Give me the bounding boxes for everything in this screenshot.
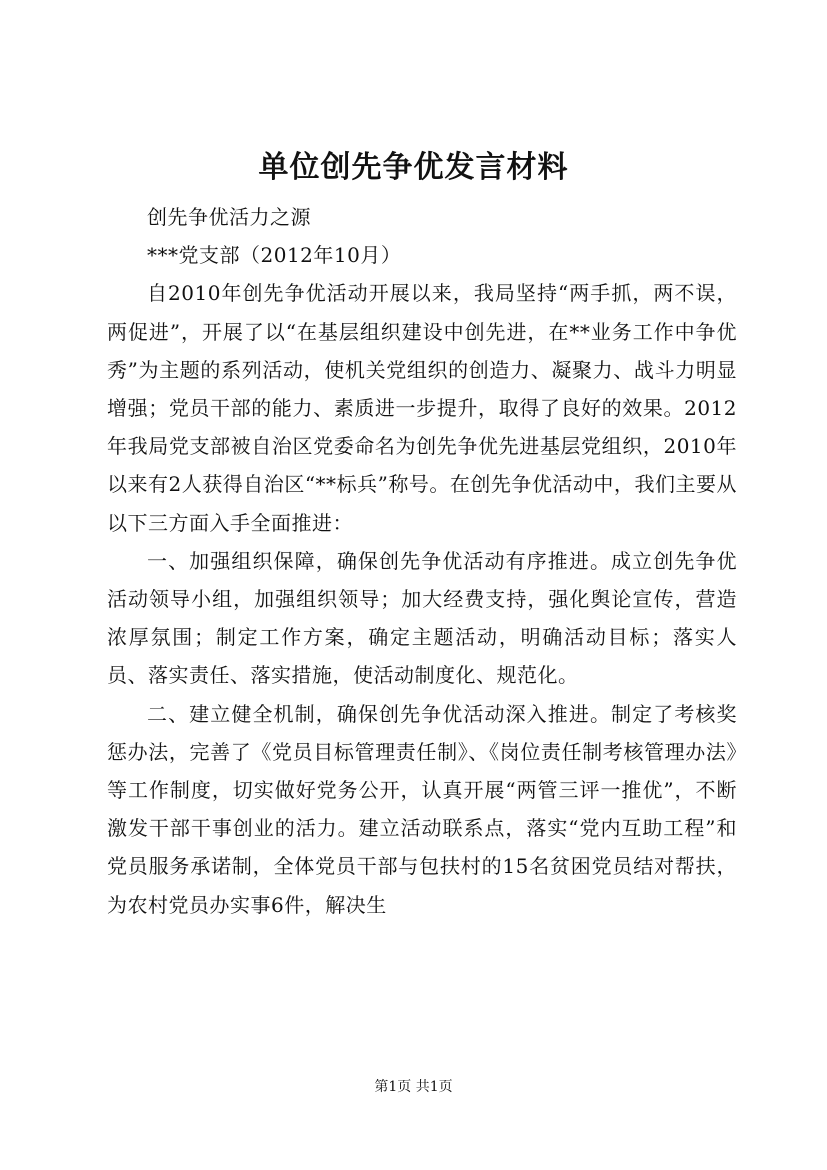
paragraph-section-one: 一、加强组织保障，确保创先争优活动有序推进。成立创先争优活动领导小组，加强组织领导；加大经费支持，强化舆论宣传，营造浓厚氛围；制定工作方案，确定主题活动，明确活动目标；落实人员、落实责任、落实措施，使活动制度化、规范化。 bbox=[107, 548, 737, 688]
paragraph-section-two: 二、建立健全机制，确保创先争优活动深入推进。制定了考核奖惩办法，完善了《党员目标管理责任制》、《岗位责任制考核管理办法》等工作制度，切实做好党务公开，认真开展“两管三评一推优”，不断激发干部干事创业的活力。建立活动联系点，落实“党内互助工程”和党员服务承诺制，全体党员干部与包扶村的15名贫困党员结对帮扶，为农村党员办实事6件，解决生 bbox=[107, 701, 737, 917]
document-byline: ***党支部（2012年10月） bbox=[147, 243, 402, 268]
paragraph-intro: 自2010年创先争优活动开展以来，我局坚持“两手抓，两不误，两促进”，开展了以“在基层组织建设中创先进，在**业务工作中争优秀”为主题的系列活动，使机关党组织的创造力、凝聚力、战斗力明显增强；党员干部的能力、素质进一步提升，取得了良好的效果。2012年我局党支部被自治区党委命名为创先争优先进基层党组织，2010年以来有2人获得自治区“**标兵”称号。在创先争优活动中，我们主要从以下三方面入手全面推进： bbox=[107, 281, 737, 535]
document-title: 单位创先争优发言材料 bbox=[258, 150, 569, 185]
document-body bbox=[107, 198, 737, 924]
document-subtitle: 创先争优活力之源 bbox=[147, 205, 311, 229]
page-footer: 第1页 共1页 bbox=[374, 1079, 453, 1095]
